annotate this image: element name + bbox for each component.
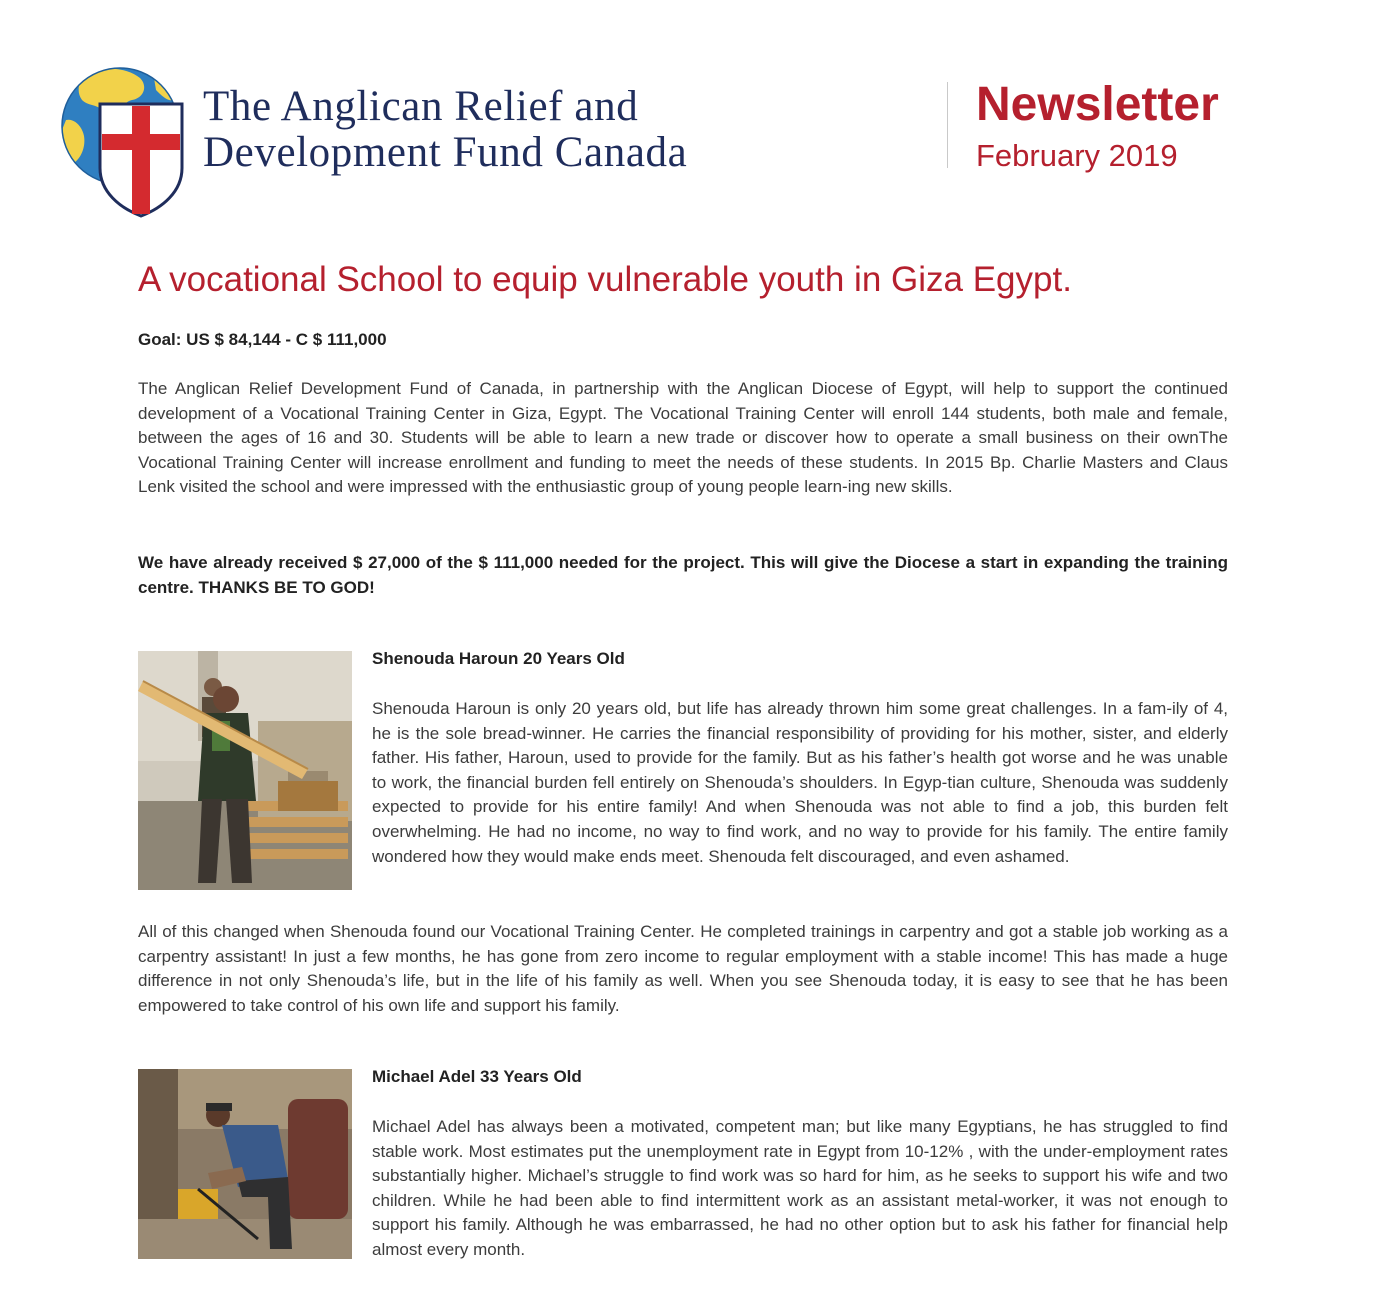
shenouda-photo [138, 651, 352, 890]
shield-icon [100, 104, 182, 216]
story-title: Shenouda Haroun 20 Years Old [372, 649, 625, 668]
newsletter-date: February 2019 [976, 138, 1178, 173]
org-name-line2: Development Fund Canada [203, 129, 688, 176]
story-title: Michael Adel 33 Years Old [372, 1067, 582, 1086]
story-body: Michael Adel has always been a motivated, competent man; but like many Egyptians, he has struggled to find stable work. Most estimates put the unemployment rate in Egypt from 10-12% , with the under-employment rates substantially higher. Michael’s struggle to find work was so hard for him, as he seeks to support his wife and two children. While he had been able to find intermittent work as an assistant metal-worker, it was not enough to support his family. Although he was embarrassed, he had no other option but to ask his father for financial help almost every month. [372, 1117, 1228, 1259]
fundraising-goal: Goal: US $ 84,144 - C $ 111,000 [138, 330, 387, 349]
header-divider [947, 82, 948, 168]
article-headline: A vocational School to equip vulnerable youth in Giza Egypt. [138, 260, 1072, 299]
story-continuation: All of this changed when Shenouda found our Vocational Training Center. He completed trainings in carpentry and got a stable job working as a carpentry assistant! In just a few months, he has gone from zero income to regular employment with a stable income! This has made a huge difference in not only Shenouda’s life, but in the life of his family as well. When you see Shenouda today, it is easy to see that he has been empowered to take control of his own life and support his family. [138, 922, 1228, 1015]
story-body: Shenouda Haroun is only 20 years old, but life has already thrown him some great challenges. In a fam-ily of 4, he is the sole bread-winner. He carries the financial responsibility of providing for his mother, sister, and elderly father. His father, Haroun, used to provide for the family. But as his father’s health got worse and he was unable to work, the financial burden fell entirely on Shenouda’s shoulders. In Egyp-tian culture, Shenouda was suddenly expected to provide for his entire family! And when Shenouda was not able to find a job, this burden felt overwhelming. He had no income, no way to find work, and no way to provide for his family. The entire family wondered how they would make ends meet. Shenouda felt discouraged, and even ashamed. [372, 699, 1228, 866]
organization-name [203, 84, 687, 176]
thanks-paragraph: We have already received $ 27,000 of the $ 111,000 needed for the project. This will give the Diocese a start in expanding the training centre. THANKS BE TO GOD! [138, 553, 1228, 597]
organization-logo [58, 64, 188, 218]
intro-paragraph: The Anglican Relief Development Fund of Canada, in partnership with the Anglican Diocese of Egypt, will help to support the continued development of a Vocational Training Center in Giza, Egypt. The Vocational Training Center will enroll 144 students, both male and female, between the ages of 16 and 30. Students will be able to learn a new trade or discover how to operate a small business on their ownThe Vocational Training Center will increase enrollment and funding to meet the needs of these students. In 2015 Bp. Charlie Masters and Claus Lenk visited the school and were impressed with the enthusiastic group of young people learn-ing new skills. [138, 379, 1228, 497]
newsletter-title: Newsletter [976, 78, 1219, 131]
michael-photo [138, 1069, 352, 1259]
org-name-line1: The Anglican Relief and [203, 83, 639, 130]
